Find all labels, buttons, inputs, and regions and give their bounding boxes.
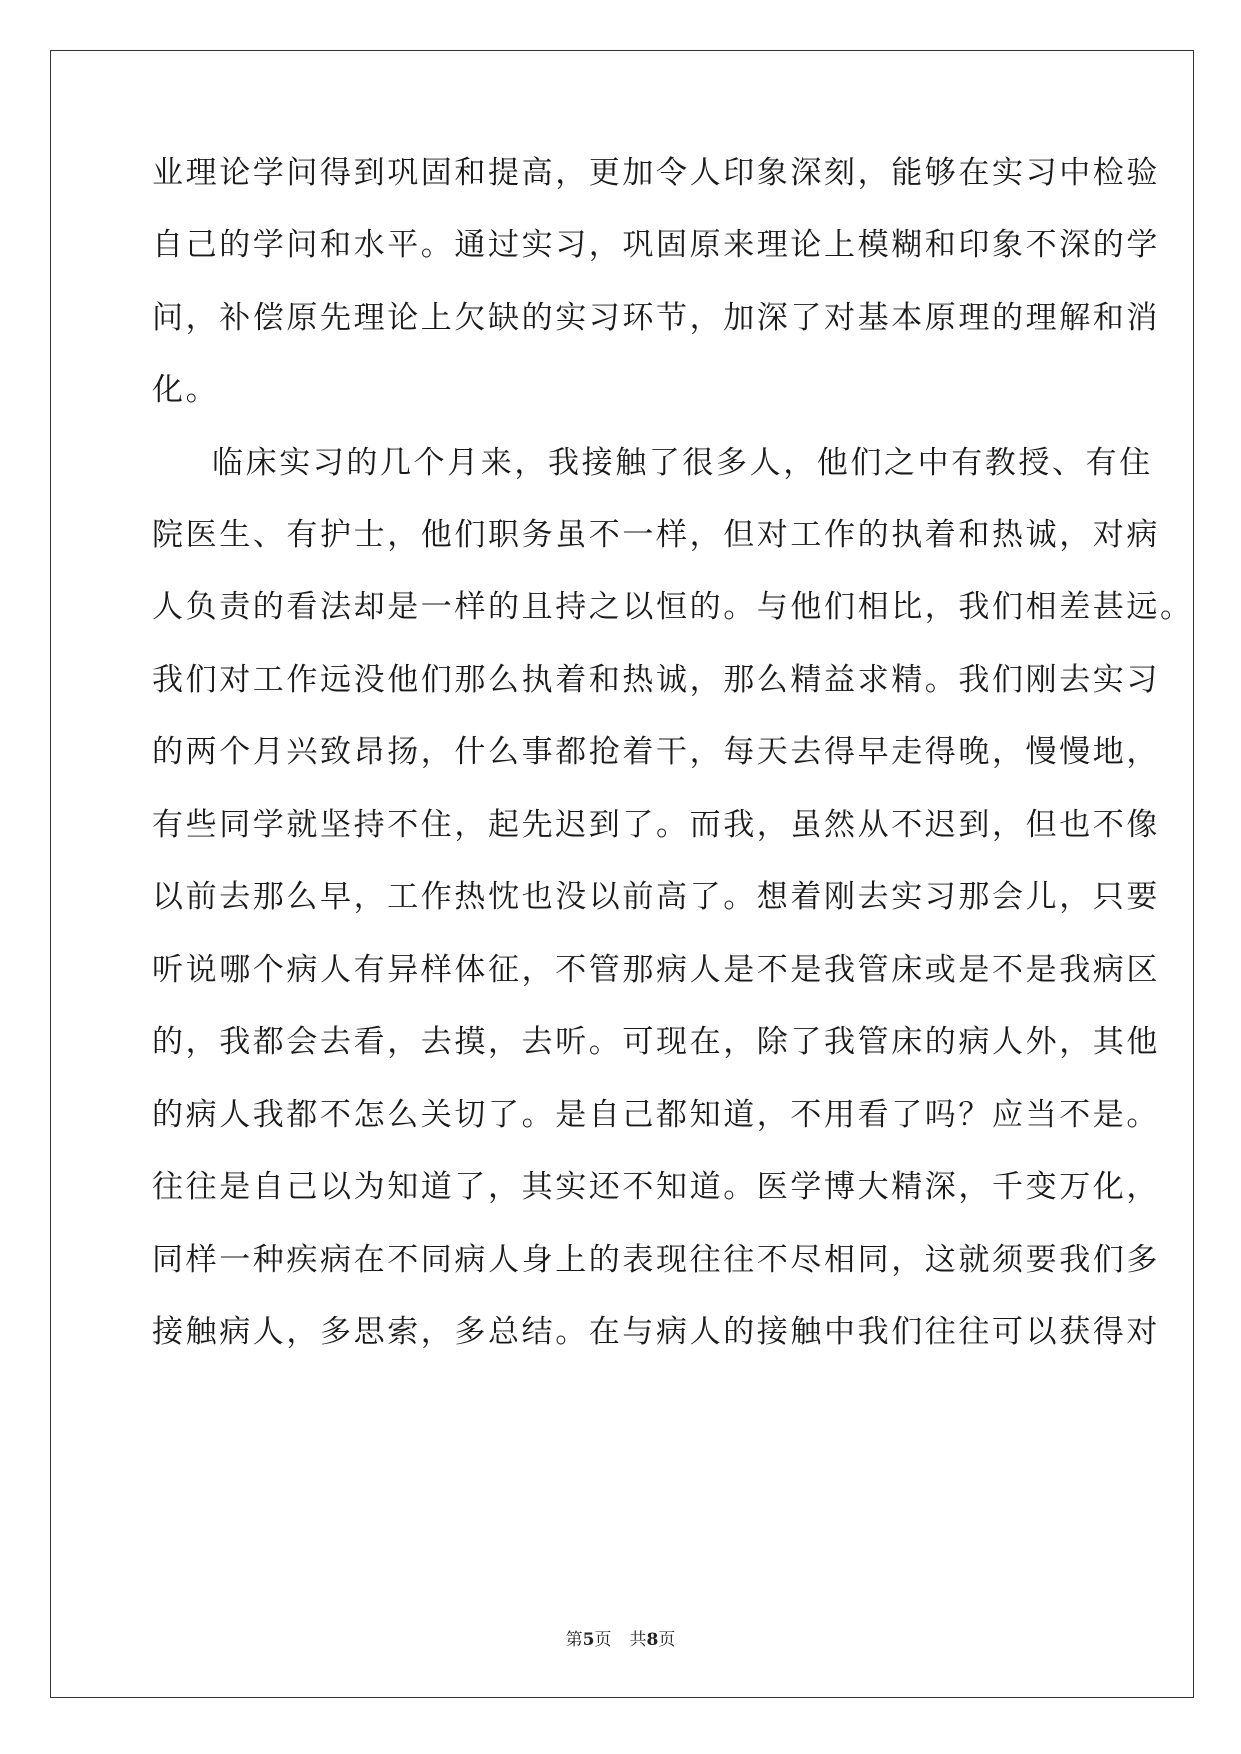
total-prefix: 共 <box>629 1630 647 1650</box>
total-pages: 8 <box>646 1630 659 1650</box>
page-unit: 页 <box>594 1630 612 1650</box>
text-line: 往往是自己以为知道了，其实还不知道。医学博大精深，千变万化， <box>152 1169 1160 1205</box>
page-number: 5 <box>582 1630 595 1650</box>
text-line: 院医生、有护士，他们职务虽不一样，但对工作的执着和热诚，对病 <box>152 517 1160 553</box>
page-prefix: 第 <box>565 1630 583 1650</box>
text-line: 的病人我都不怎么关切了。是自己都知道，不用看了吗？应当不是。 <box>152 1097 1160 1133</box>
text-line: 接触病人，多思索，多总结。在与病人的接触中我们往往可以获得对 <box>152 1314 1160 1350</box>
total-unit: 页 <box>658 1630 676 1650</box>
text-line: 化。 <box>152 372 220 408</box>
text-line: 的两个月兴致昂扬，什么事都抢着干，每天去得早走得晚，慢慢地， <box>152 734 1160 770</box>
paragraph-first-line: 临床实习的几个月来，我接触了很多人，他们之中有教授、有住 <box>212 445 1153 481</box>
page-footer <box>0 1628 1241 1652</box>
text-line: 人负责的看法却是一样的且持之以恒的。与他们相比，我们相差甚远。 <box>152 589 1194 625</box>
text-line: 有些同学就坚持不住，起先迟到了。而我，虽然从不迟到，但也不像 <box>152 807 1160 843</box>
text-line: 以前去那么早，工作热忱也没以前高了。想着刚去实习那会儿，只要 <box>152 879 1160 915</box>
text-line: 我们对工作远没他们那么执着和热诚，那么精益求精。我们刚去实习 <box>152 662 1160 698</box>
text-line: 问，补偿原先理论上欠缺的实习环节，加深了对基本原理的理解和消 <box>152 300 1160 336</box>
text-line: 同样一种疾病在不同病人身上的表现往往不尽相同，这就须要我们多 <box>152 1242 1160 1278</box>
text-line: 业理论学问得到巩固和提高，更加令人印象深刻，能够在实习中检验 <box>152 155 1160 191</box>
text-line: 听说哪个病人有异样体征，不管那病人是不是我管床或是不是我病区 <box>152 952 1160 988</box>
text-line: 自己的学问和水平。通过实习，巩固原来理论上模糊和印象不深的学 <box>152 227 1160 263</box>
text-line: 的，我都会去看，去摸，去听。可现在，除了我管床的病人外，其他 <box>152 1024 1160 1060</box>
